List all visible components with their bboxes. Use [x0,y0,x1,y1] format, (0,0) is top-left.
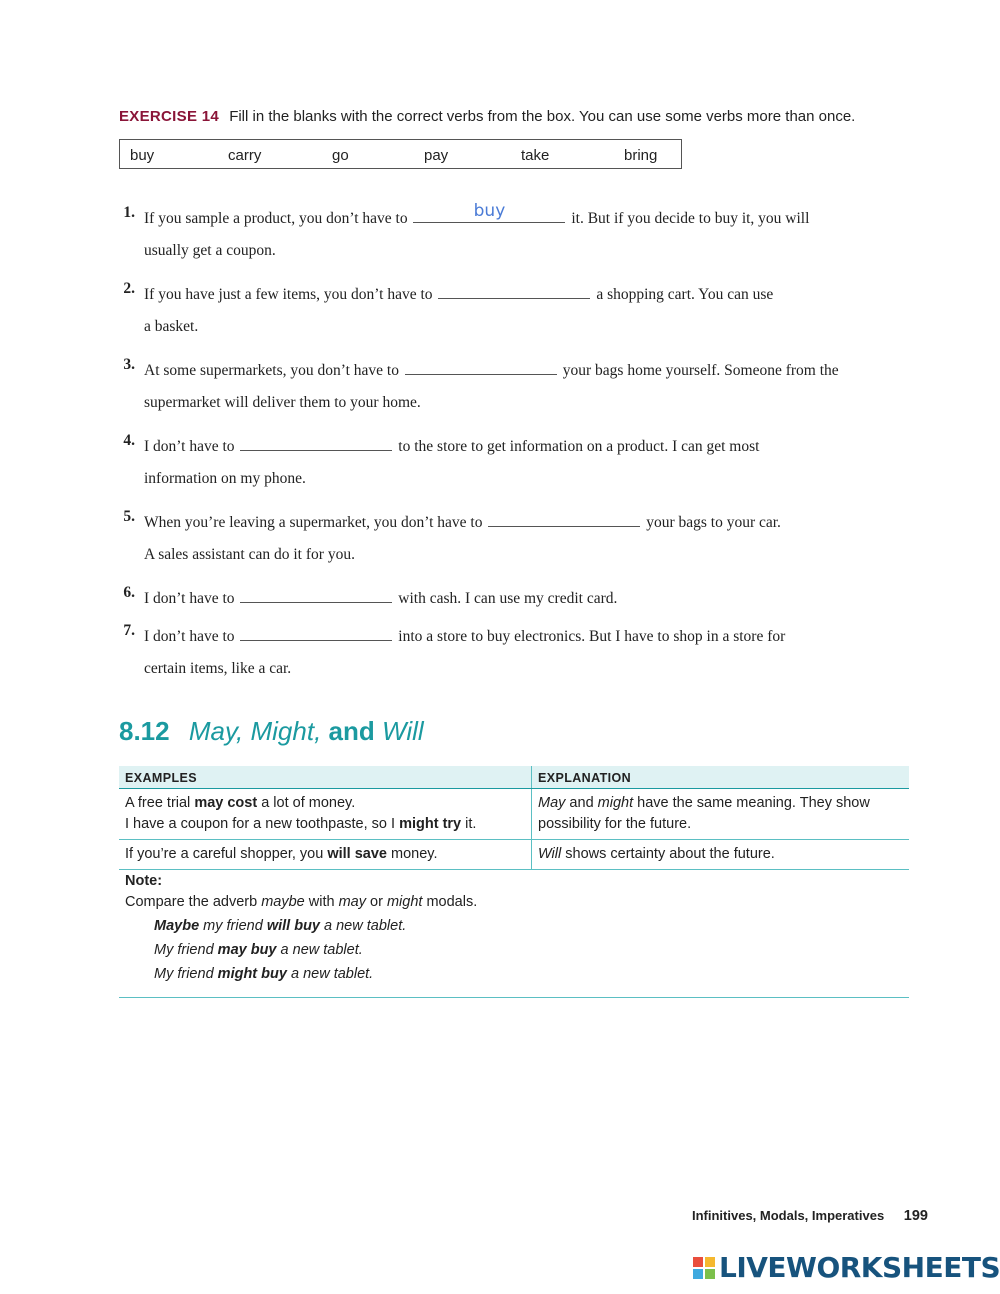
column-header: EXPLANATION [532,766,910,789]
page-footer [692,1208,928,1224]
logo-squares-icon [693,1257,715,1279]
item-continuation: supermarket will deliver them to your home. [144,394,421,411]
item-continuation: information on my phone. [144,470,306,487]
item-text-before: At some supermarkets, you don’t have to [144,362,399,379]
item-text-after: to the store to get information on a product. I can get most [398,438,760,455]
note-example: My friend may buy a new tablet. [154,942,363,958]
brand-name: LIVEWORKSHEETS [719,1251,1000,1284]
examples-cell [119,789,532,840]
item-text-before: I don’t have to [144,590,235,607]
item-text-before: If you sample a product, you don’t have to [144,210,408,227]
item-line [144,432,759,456]
note-example: Maybe my friend will buy a new tablet. [154,918,407,934]
item-number: 7. [123,622,135,639]
word-box-item: carry [228,147,262,164]
item-text-after: it. But if you decide to buy it, you will [571,210,810,227]
column-header: EXAMPLES [119,766,532,789]
table-row [119,840,909,870]
explanation-cell: May and might have the same meaning. They show possibility for the future. [532,789,910,840]
answer-text: buy [473,201,506,221]
answer-blank[interactable] [413,201,565,223]
section-title [119,716,424,747]
table-row [119,789,909,840]
section-title-might: Might, [250,716,322,746]
grammar-table [119,766,909,870]
item-number: 1. [123,204,135,221]
section-title-will: Will [382,716,424,746]
item-line [144,622,785,646]
item-line [144,280,773,304]
word-box-item: buy [130,147,155,164]
item-continuation: certain items, like a car. [144,660,292,677]
answer-blank[interactable] [405,356,557,375]
answer-blank[interactable] [240,622,392,641]
item-text-after: a shopping cart. You can use [596,286,774,303]
item-continuation: a basket. [144,318,199,335]
exercise-header [119,108,855,125]
examples-cell: If you’re a careful shopper, you will save money. [119,840,532,870]
item-line [144,508,781,532]
item-text-before: When you’re leaving a supermarket, you don’t have to [144,514,483,531]
note-text: Compare the adverb maybe with may or might modals. [125,894,478,910]
item-text-after: your bags to your car. [646,514,781,531]
item-text-after: with cash. I can use my credit card. [398,590,618,607]
item-text-after: into a store to buy electronics. But I have to shop in a store for [398,628,786,645]
note-box [119,866,909,998]
answer-blank[interactable] [488,508,640,527]
item-number: 5. [123,508,135,525]
section-number: 8.12 [119,716,170,746]
item-line [144,584,617,608]
section-title-may: May, [188,716,244,746]
answer-blank[interactable] [240,432,392,451]
item-number: 6. [123,584,135,601]
answer-blank[interactable] [438,280,590,299]
item-line [144,356,839,380]
word-box-item: bring [624,147,658,164]
section-title-and: and [328,716,375,746]
item-continuation: usually get a coupon. [144,242,276,259]
answer-blank[interactable] [240,584,392,603]
item-text-after: your bags home yourself. Someone from the [562,362,839,379]
item-continuation: A sales assistant can do it for you. [144,546,355,563]
word-box-item: take [521,147,550,164]
example-line: A free trial may cost a lot of money. [125,795,356,811]
item-text-before: I don’t have to [144,628,235,645]
word-box-item: pay [424,147,449,164]
item-text-before: If you have just a few items, you don’t have to [144,286,433,303]
chapter-title: Infinitives, Modals, Imperatives [692,1208,885,1223]
explanation-cell: Will shows certainty about the future. [532,840,910,870]
item-number: 2. [123,280,135,297]
note-example: My friend might buy a new tablet. [154,966,374,982]
item-number: 4. [123,432,135,449]
exercise-instruction: Fill in the blanks with the correct verbs from the box. You can use some verbs more than once. [229,108,856,125]
note-title: Note: [125,873,163,889]
word-box [119,139,682,169]
example-line: I have a coupon for a new toothpaste, so I might try it. [125,816,477,832]
item-line [144,201,810,228]
exercise-label: EXERCISE 14 [119,108,220,125]
item-number: 3. [123,356,135,373]
page-number: 199 [903,1208,928,1224]
item-text-before: I don’t have to [144,438,235,455]
word-box-item: go [332,147,349,164]
